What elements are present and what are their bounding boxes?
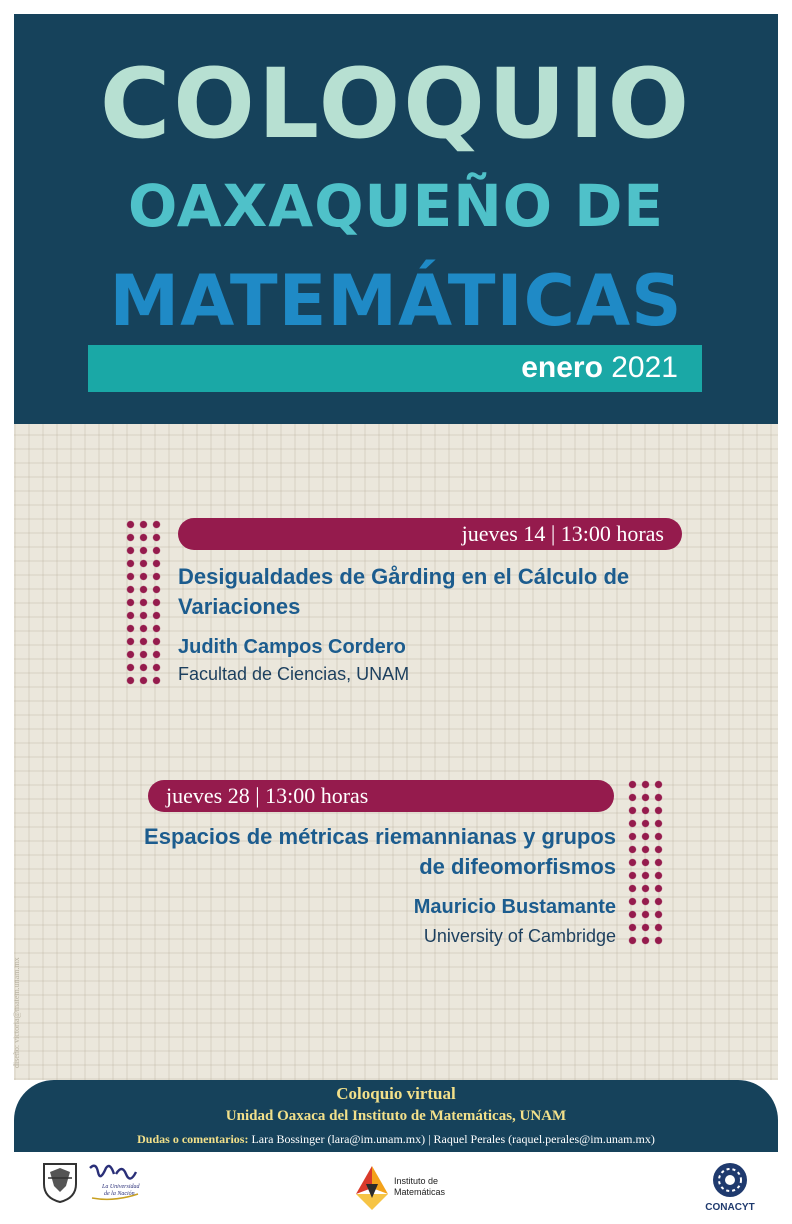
- header-banner: [14, 14, 778, 424]
- event-month: enero: [521, 351, 603, 384]
- title-line-1: COLOQUIO: [99, 48, 693, 160]
- talk-1-date: jueves 14 | 13:00 horas: [461, 521, 664, 546]
- conacyt-label: CONACYT: [705, 1202, 755, 1213]
- dot-grid-decoration: [626, 778, 666, 946]
- unam-script-logo: [86, 1158, 142, 1206]
- unam-crest-icon: [40, 1160, 80, 1204]
- talk-1-date-pill: [178, 518, 682, 550]
- talk-1-title: Desigualdades de Gårding en el Cálculo de Variaciones: [178, 564, 630, 619]
- contact-label: Dudas o comentarios:: [137, 1132, 249, 1146]
- talk-2-date: jueves 28 | 13:00 horas: [166, 783, 369, 808]
- svg-text:La Universidad: La Universidad: [102, 1184, 140, 1190]
- event-year: 2021: [611, 351, 678, 384]
- design-credit: diseño: victoria@matem.unam.mx: [12, 957, 21, 1068]
- im-logo-line-2: Matemáticas: [394, 1187, 446, 1197]
- conacyt-logo: [700, 1160, 760, 1216]
- talk-2-title: Espacios de métricas riemannianas y grupos de difeomorfismos: [144, 824, 616, 879]
- talk-1-institution: Facultad de Ciencias, UNAM: [178, 664, 410, 684]
- footer-contact: [14, 1132, 778, 1147]
- talk-1-speaker: Judith Campos Cordero: [178, 636, 406, 658]
- talk-2-speaker: Mauricio Bustamante: [413, 896, 616, 918]
- footer-line-2: Unidad Oaxaca del Instituto de Matemáticas, UNAM: [225, 1108, 567, 1124]
- instituto-matematicas-logo: [352, 1164, 460, 1212]
- contact-text: Lara Bossinger (lara@im.unam.mx) | Raquel Perales (raquel.perales@im.unam.mx): [248, 1132, 655, 1146]
- date-bar: [88, 345, 702, 392]
- svg-text:de la Nación: de la Nación: [104, 1191, 135, 1197]
- im-logo-line-1: Instituto de: [394, 1176, 439, 1186]
- talk-2-institution: University of Cambridge: [423, 926, 616, 946]
- event-date: [521, 351, 678, 385]
- footer-line-1: Coloquio virtual: [336, 1084, 456, 1103]
- footer-banner: [14, 1080, 778, 1152]
- talk-2-date-pill: [148, 780, 614, 812]
- title-line-2: OAXAQUEÑO DE: [127, 172, 665, 240]
- dot-grid-decoration: [124, 518, 164, 686]
- title-line-3: MATEMÁTICAS: [109, 260, 683, 342]
